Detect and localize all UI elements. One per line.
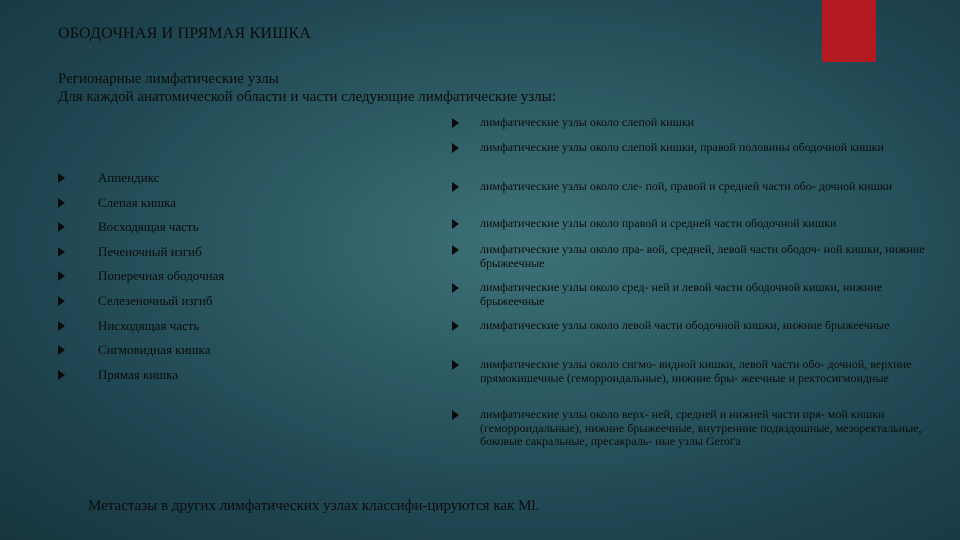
triangle-bullet-icon	[58, 271, 65, 281]
region-label: Аппендикс	[98, 170, 160, 185]
region-label: Восходящая часть	[98, 219, 199, 235]
lymph-node-text: лимфатические узлы около сред- ней и левой части ободочной кишки, нижние брыжеечные	[480, 280, 883, 308]
triangle-bullet-icon	[452, 410, 459, 420]
lymph-node-text: лимфатические узлы около пра- вой, средней, левой части ободоч- ной кишки, нижние брыжеечные	[480, 242, 925, 270]
triangle-bullet-icon	[58, 321, 65, 331]
list-item	[438, 358, 940, 385]
list-item	[58, 170, 388, 195]
region-label: Слепая кишка	[98, 194, 177, 210]
lymph-node-text: лимфатические узлы около сле- пой, правой и средней части обо- дочной кишки	[480, 179, 893, 193]
list-item	[58, 293, 388, 318]
list-item	[438, 243, 940, 270]
lymph-node-text: лимфатические узлы около слепой кишки, правой половины ободочной кишки	[480, 140, 884, 154]
triangle-bullet-icon	[58, 247, 65, 257]
intro-text	[58, 70, 556, 106]
list-item	[58, 342, 388, 367]
triangle-bullet-icon	[58, 173, 65, 183]
list-item	[58, 318, 388, 343]
list-item	[438, 116, 940, 130]
lymph-node-text: лимфатические узлы около верх- ней, средней и нижней части пря- мой кишки (геморроидальные), нижние брыжеечные, внутренние подвздошные, мезоректальные, боковые сакральные, пресакраль- ные узлы Gerot'a	[480, 407, 922, 448]
list-item	[438, 180, 940, 194]
lymph-node-text: лимфатические узлы около левой части ободочной кишки, нижние брыжеечные	[480, 318, 890, 332]
region-label: Прямая кишка	[98, 366, 179, 382]
region-label: Сигмовидная кишка	[98, 342, 211, 358]
triangle-bullet-icon	[452, 118, 459, 128]
red-accent-bar	[822, 0, 876, 62]
triangle-bullet-icon	[58, 296, 65, 306]
list-item	[438, 217, 940, 231]
list-item	[438, 408, 940, 449]
footer-note: Метастазы в других лимфатических узлах классифи-цируются как Ml.	[88, 498, 540, 514]
slide-title: ОБОДОЧНАЯ И ПРЯМАЯ КИШКА	[58, 25, 312, 42]
triangle-bullet-icon	[452, 219, 459, 229]
list-item	[438, 319, 940, 333]
triangle-bullet-icon	[452, 143, 459, 153]
lymph-node-text: лимфатические узлы около правой и средней части ободочной кишки	[480, 216, 837, 230]
intro-line-1: Регионарные лимфатические узлы	[58, 71, 279, 87]
triangle-bullet-icon	[58, 222, 65, 232]
list-item	[438, 281, 940, 308]
triangle-bullet-icon	[452, 321, 459, 331]
list-item	[58, 268, 388, 293]
triangle-bullet-icon	[452, 182, 459, 192]
region-label: Поперечная ободочная	[98, 268, 225, 284]
triangle-bullet-icon	[58, 198, 65, 208]
lymph-node-text: лимфатические узлы около слепой кишки	[480, 115, 695, 129]
triangle-bullet-icon	[452, 245, 459, 255]
list-item	[438, 141, 940, 155]
list-item	[58, 367, 388, 392]
region-label: Печеночный изгиб	[98, 243, 202, 259]
list-item	[58, 219, 388, 244]
list-item	[58, 244, 388, 269]
intro-line-2: Для каждой анатомической области и части следующие лимфатические узлы:	[58, 89, 556, 105]
lymph-node-text: лимфатические узлы около сигмо- видной кишки, левой части обо- дочной, верхние прямокишечные (геморроидальные), нижние бры- жеечные и ректосигмоидные	[480, 357, 912, 385]
triangle-bullet-icon	[58, 370, 65, 380]
triangle-bullet-icon	[452, 283, 459, 293]
region-label: Селезеночный изгиб	[98, 292, 213, 308]
region-label: Нисходящая часть	[98, 317, 200, 333]
triangle-bullet-icon	[452, 360, 459, 370]
triangle-bullet-icon	[58, 345, 65, 355]
anatomical-regions-list	[58, 170, 388, 391]
list-item	[58, 195, 388, 220]
